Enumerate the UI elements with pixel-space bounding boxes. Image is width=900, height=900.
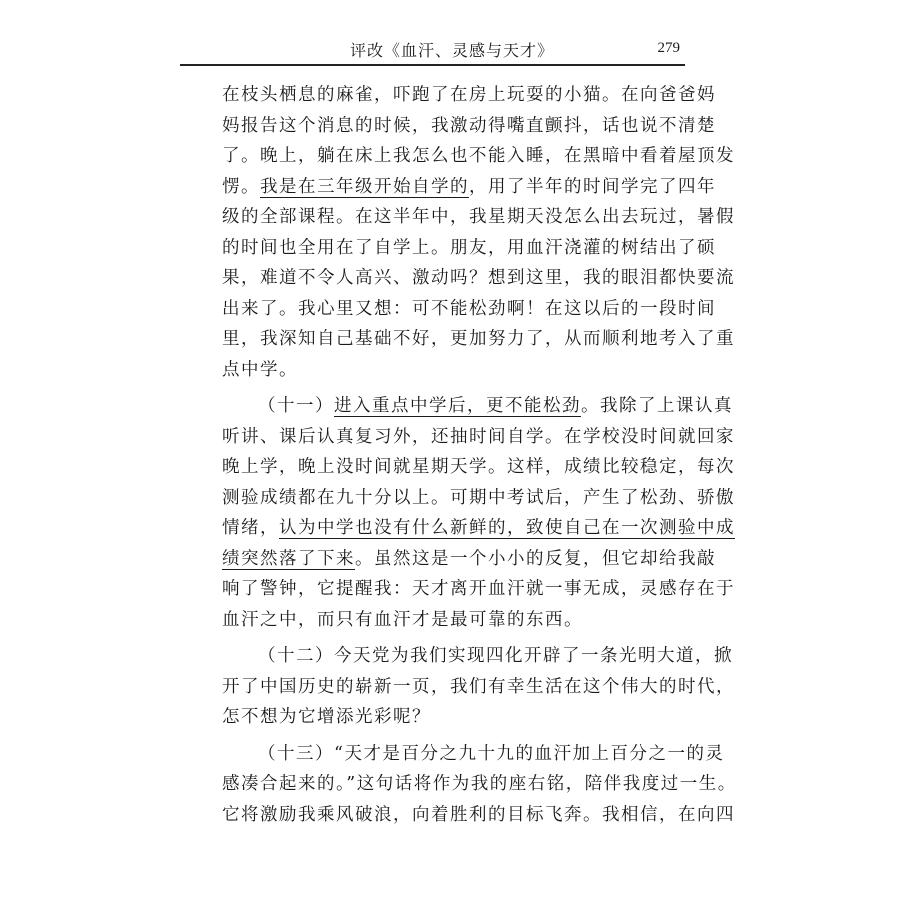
running-header (222, 36, 692, 64)
body-text (222, 80, 737, 830)
page-number: 279 (657, 40, 680, 56)
header-title: 评改《血汗、灵感与天才》 (350, 41, 555, 60)
text-line: 了。晚上，躺在床上我怎么也不能入睡，在黑暗中看着屋顶发 (222, 146, 735, 166)
text-line: 开了中国历史的崭新一页，我们有幸生活在这个伟大的时代， (222, 676, 735, 697)
text-line: 血汗之中，而只有血汗才是最可靠的东西。 (222, 609, 583, 630)
text-line: 它将激励我乘风破浪，向着胜利的目标飞奔。我相信，在向四 (222, 804, 735, 825)
underlined-phrase: 认为中学也没有什么新鲜的，致使自己在一次测验中成 (279, 518, 735, 538)
text-line: 响了警钟，它提醒我：天才离开血汗就一事无成，灵感存在于 (222, 579, 735, 599)
text-line: 里，我深知自己基础不好，更加努力了，从而顺利地考入了重 (222, 329, 735, 349)
text-line: 绩突然落了下来。虽然这是一个小小的反复，但它却给我敲 (222, 548, 716, 569)
text-line: （十一）进入重点中学后，更不能松劲。我除了上课认真 (258, 396, 733, 416)
text-line: 愣。我是在三年级开始自学的，用了半年的时间学完了四年 (222, 176, 716, 197)
underlined-phrase: 绩突然落了下来 (222, 548, 355, 569)
text-line: （十三）“天才是百分之九十九的血汗加上百分之一的灵 (258, 743, 725, 764)
text-line: 级的全部课程。在这半年中，我星期天没怎么出去玩过，暑假 (222, 207, 735, 227)
underlined-phrase: 进入重点中学后，更不能松劲 (334, 396, 581, 416)
text-line: 晚上学，晚上没时间就星期天学。这样，成绩比较稳定，每次 (222, 457, 735, 477)
text-line: （十二）今天党为我们实现四化开辟了一条光明大道，掀 (258, 646, 733, 666)
text-line: 的时间也全用在了自学上。朋友，用血汗浇灌的树结出了硕 (222, 237, 716, 258)
text-line: 出来了。我心里又想：可不能松劲啊！在这以后的一段时间 (222, 298, 716, 319)
text-line: 情绪，认为中学也没有什么新鲜的，致使自己在一次测验中成 (222, 518, 735, 538)
text-line: 妈报告这个消息的时候，我激动得嘴直颤抖，话也说不清楚 (222, 115, 716, 136)
text-line: 听讲、课后认真复习外，还抽时间自学。在学校没时间就回家 (222, 426, 735, 447)
text-line: 果，难道不令人高兴、激动吗？想到这里，我的眼泪都快要流 (222, 268, 735, 288)
text-line: 感凑合起来的。”这句话将作为我的座右铭，陪伴我度过一生。 (222, 774, 737, 794)
text-line: 怎不想为它增添光彩呢？ (222, 707, 431, 727)
header-rule (180, 64, 685, 66)
text-line: 点中学。 (222, 359, 298, 380)
underlined-phrase: 我是在三年级开始自学的 (260, 176, 469, 197)
text-line: 测验成绩都在九十分以上。可期中考试后，产生了松劲、骄傲 (222, 487, 735, 508)
text-line: 在枝头栖息的麻雀，吓跑了在房上玩耍的小猫。在向爸爸妈 (222, 85, 716, 105)
